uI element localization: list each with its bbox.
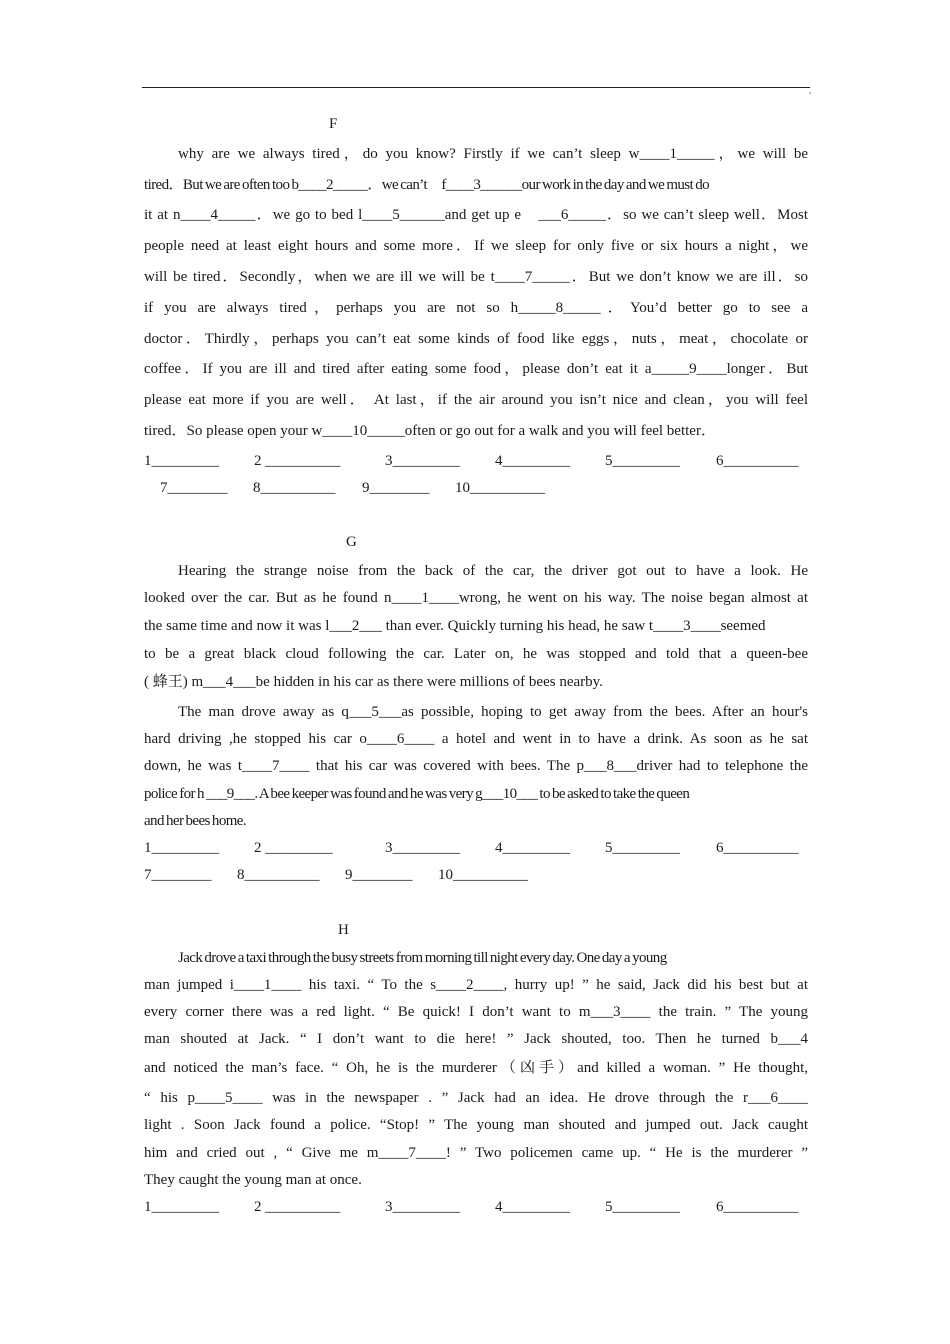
section-g-line-3: the same time and now it was l___2___ than ever. Quickly turning his head, he saw t____3____seemed — [144, 618, 766, 634]
answer-blank: 3_________ — [385, 840, 460, 856]
answer-blank: 5_________ — [605, 453, 680, 469]
section-h-line-8: him and cried out , “ Give me m____7____! ” Two policemen came up. “ He is the murderer ” — [144, 1145, 808, 1161]
answer-blank: 1_________ — [144, 840, 219, 856]
answer-blank: 4_________ — [495, 1199, 570, 1215]
section-f-heading: F — [329, 116, 338, 132]
section-h-line-2: man jumped i____1____ his taxi. “ To the s____2____, hurry up! ” he said, Jack did his best but at — [144, 977, 808, 993]
section-f-line-7: doctor．Thirdly，perhaps you can’t eat some kinds of food like eggs，nuts，meat，chocolate or — [144, 331, 808, 347]
section-g-line-2: looked over the car. But as he found n____1____wrong, he went on his way. The noise began almost at — [144, 590, 808, 606]
answer-blank: 5_________ — [605, 1199, 680, 1215]
answer-blank: 2 __________ — [254, 453, 341, 469]
answer-blank: 3_________ — [385, 1199, 460, 1215]
section-g-line-1: Hearing the strange noise from the back of the car, the driver got out to have a look. He — [178, 563, 808, 579]
section-h-line-7: light . Soon Jack found a police. “Stop! ” The young man shouted and jumped out. Jack caught — [144, 1117, 808, 1133]
answer-blank: 8__________ — [253, 480, 336, 496]
section-f-line-8: coffee．If you are ill and tired after eating some food，please don’t eat it a_____9____longer．But — [144, 361, 808, 377]
section-f-line-9: please eat more if you are well． At last，if the air around you isn’t nice and clean，you will feel — [144, 392, 808, 408]
section-f-line-3: it at n____4_____．we go to bed l____5______and get up e ___6_____．so we can’t sleep well．Most — [144, 207, 808, 223]
section-g-line-9: police for h ___9___. A bee keeper was found and he was very g___10___ to be asked to take the queen — [144, 786, 690, 802]
answer-blank: 10__________ — [438, 867, 528, 883]
answer-blank: 2 _________ — [254, 840, 333, 856]
section-g-line-4: to be a great black cloud following the car. Later on, he was stopped and told that a queen-bee — [144, 646, 808, 662]
section-g-heading: G — [346, 534, 357, 550]
answer-blank: 6__________ — [716, 840, 799, 856]
section-h-line-5: and noticed the man’s face. “ Oh, he is the murderer（凶手）and killed a woman. ” He thought, — [144, 1060, 808, 1076]
answer-blank: 10__________ — [455, 480, 545, 496]
header-rule — [142, 87, 810, 88]
answer-blank: 2 __________ — [254, 1199, 341, 1215]
section-g-line-5: ( 蜂王) m___4___be hidden in his car as there were millions of bees nearby. — [144, 674, 603, 690]
section-f-line-6: if you are always tired，perhaps you are not so h_____8_____．You’d better go to see a — [144, 300, 808, 316]
section-h-line-1: Jack drove a taxi through the busy streets from morning till night every day. One day a young — [178, 950, 667, 966]
section-h-line-4: man shouted at Jack. “ I don’t want to die here! ” Jack shouted, too. Then he turned b___4 — [144, 1031, 808, 1047]
section-h-line-9: They caught the young man at once. — [144, 1172, 362, 1188]
section-f-line-10: tired．So please open your w____10_____often or go out for a walk and you will feel better． — [144, 423, 716, 439]
section-g-line-6: The man drove away as q___5___as possible, hoping to get away from the bees. After an hour's — [178, 704, 808, 720]
section-h-line-3: every corner there was a red light. “ Be quick! I don’t want to m___3____ the train. ” The young — [144, 1004, 808, 1020]
section-f-line-2: tired．But we are often too b____2_____．we can’t f____3______our work in the day and we must do — [144, 177, 710, 193]
answer-blank: 7________ — [144, 867, 212, 883]
section-f-line-4: people need at least eight hours and some more．If we sleep for only five or six hours a night，we — [144, 238, 808, 254]
section-h-line-6: “ his p____5____ was in the newspaper . ” Jack had an idea. He drove through the r___6____ — [144, 1090, 808, 1106]
answer-blank: 9________ — [345, 867, 413, 883]
section-f-line-5: will be tired．Secondly，when we are ill we will be t____7_____．But we don’t know we are ill．so — [144, 269, 808, 285]
answer-blank: 9________ — [362, 480, 430, 496]
section-f-line-1: why are we always tired，do you know? Firstly if we can’t sleep w____1_____，we will be — [178, 146, 808, 162]
answer-blank: 5_________ — [605, 840, 680, 856]
section-g-line-10: and her bees home. — [144, 813, 246, 829]
section-g-line-7: hard driving ,he stopped his car o____6____ a hotel and went in to have a drink. As soon as he sat — [144, 731, 808, 747]
section-h-heading: H — [338, 922, 349, 938]
answer-blank: 3_________ — [385, 453, 460, 469]
answer-blank: 1_________ — [144, 1199, 219, 1215]
answer-blank: 7________ — [160, 480, 228, 496]
answer-blank: 1_________ — [144, 453, 219, 469]
answer-blank: 4_________ — [495, 453, 570, 469]
answer-blank: 6__________ — [716, 453, 799, 469]
answer-blank: 8__________ — [237, 867, 320, 883]
header-rule-mark: , — [809, 85, 812, 95]
section-g-line-8: down, he was t____7____ that his car was covered with bees. The p___8___driver had to telephone the — [144, 758, 808, 774]
answer-blank: 4_________ — [495, 840, 570, 856]
answer-blank: 6__________ — [716, 1199, 799, 1215]
